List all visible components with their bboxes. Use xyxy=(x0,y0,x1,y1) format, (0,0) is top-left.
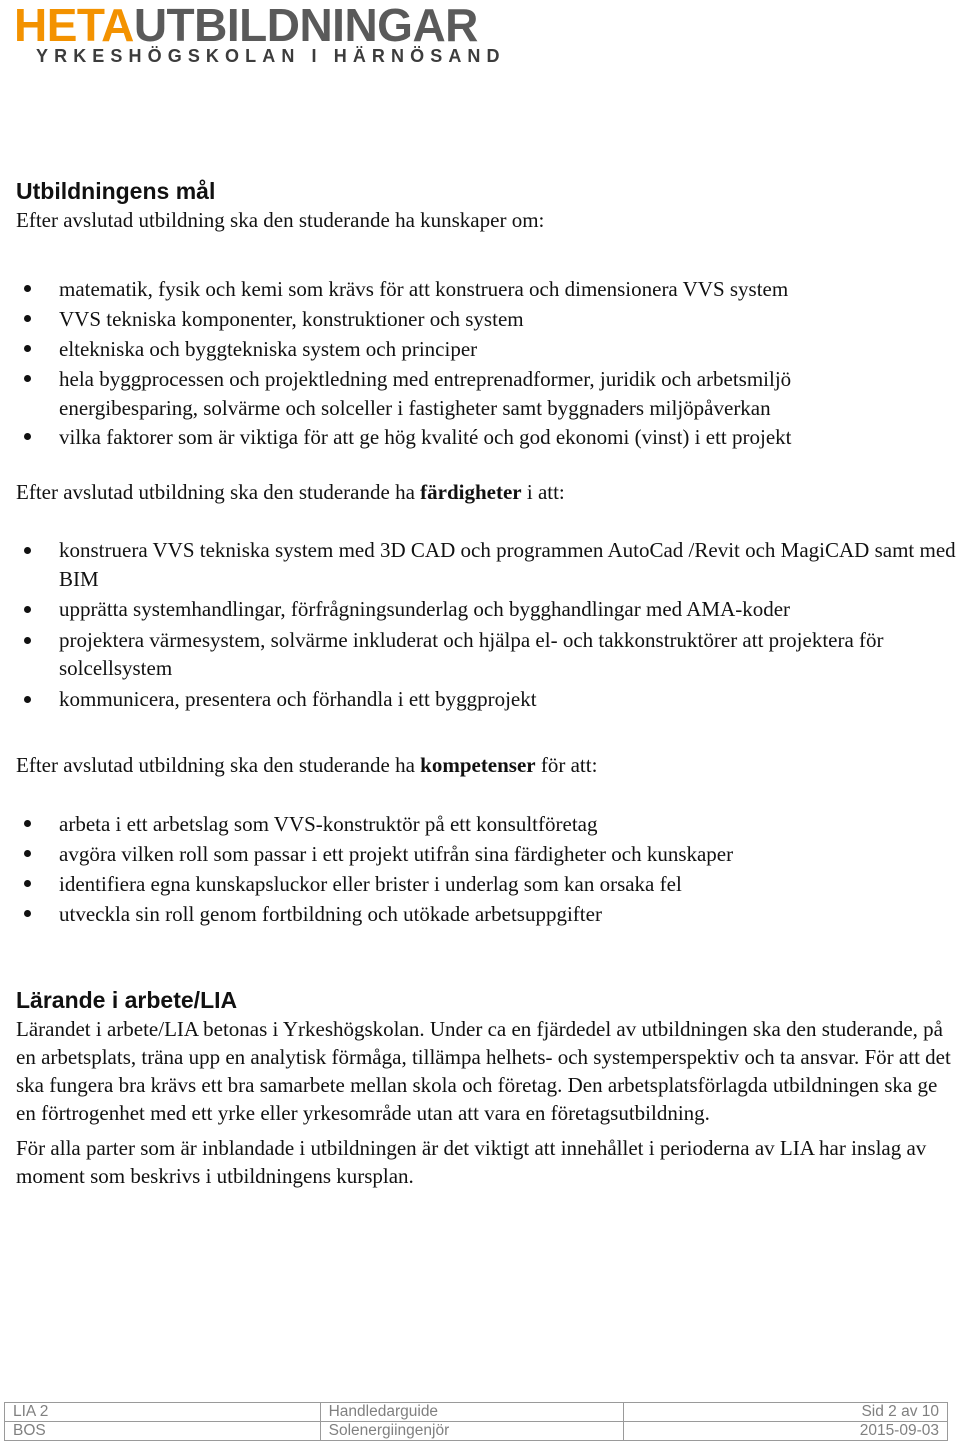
list-item: konstruera VVS tekniska system med 3D CAD och programmen AutoCad /Revit och MagiCAD samt med BIM xyxy=(16,536,960,593)
competences-intro-end: för att: xyxy=(535,753,598,777)
list-item: utveckla sin roll genom fortbildning och utökade arbetsuppgifter xyxy=(16,899,960,929)
list-item: vilka faktorer som är viktiga för att ge hög kvalité och god ekonomi (vinst) i ett projekt xyxy=(16,422,960,452)
section-heading-lia: Lärande i arbete/LIA xyxy=(16,987,238,1013)
list-item: VVS tekniska komponenter, konstruktioner och system xyxy=(16,304,960,334)
page-footer xyxy=(4,1402,948,1441)
footer-course-code: LIA 2 xyxy=(5,1403,321,1422)
footer-program-code: BOS xyxy=(5,1422,321,1441)
list-item: projektera värmesystem, solvärme inkluderat och hjälpa el- och takkonstruktörer att projektera för solcellsystem xyxy=(16,626,960,683)
list-item: matematik, fysik och kemi som krävs för att konstruera och dimensionera VVS system xyxy=(16,274,960,304)
footer-row xyxy=(5,1403,948,1422)
competences-intro xyxy=(16,751,960,779)
skills-intro-end: i att: xyxy=(521,480,565,504)
competences-intro-text: Efter avslutad utbildning ska den studerande ha xyxy=(16,753,421,777)
list-item: arbeta i ett arbetslag som VVS-konstruktör på ett konsultföretag xyxy=(16,809,960,839)
document-body xyxy=(16,176,960,1190)
section-heading-goals: Utbildningens mål xyxy=(16,178,216,204)
knowledge-intro: Efter avslutad utbildning ska den studerande ha kunskaper om: xyxy=(16,208,545,232)
logo-heta: HETA xyxy=(14,0,134,51)
competences-list xyxy=(16,809,960,929)
footer-page-number: Sid 2 av 10 xyxy=(624,1403,948,1422)
skills-intro-bold: färdigheter xyxy=(420,480,522,504)
heta-logo xyxy=(14,0,506,68)
footer-program-name: Solenergiingenjör xyxy=(320,1422,624,1441)
list-item: hela byggprocessen och projektledning med entreprenadformer, juridik och arbetsmiljö xyxy=(16,364,960,394)
lia-paragraph-1: Lärandet i arbete/LIA betonas i Yrkeshögskolan. Under ca en fjärdedel av utbildningen ska den studerande, på en arbetsplats, träna upp en analytisk förmåga, tillämpa helhets- och systemperspektiv och ta ansvar. För att det ska fungera bra krävs ett bra samarbete mellan skola och företag. Den arbetsplatsförlagda utbildningen ska ge en förtrogenhet med ett yrke eller yrkesområde utan att vara en företagsutbildning. xyxy=(16,1017,951,1125)
skills-intro-text: Efter avslutad utbildning ska den studerande ha xyxy=(16,480,421,504)
knowledge-list xyxy=(16,274,960,452)
list-item: eltekniska och byggtekniska system och principer xyxy=(16,334,960,364)
list-item: avgöra vilken roll som passar i ett projekt utifrån sina färdigheter och kunskaper xyxy=(16,839,960,869)
list-item: identifiera egna kunskapsluckor eller brister i underlag som kan orsaka fel xyxy=(16,869,960,899)
list-item: energibesparing, solvärme och solceller i fastigheter samt byggnaders miljöpåverkan xyxy=(59,396,771,420)
footer-doc-title: Handledarguide xyxy=(320,1403,624,1422)
logo-utbildningar: UTBILDNINGAR xyxy=(133,0,478,51)
skills-list xyxy=(16,536,960,713)
list-item: upprätta systemhandlingar, förfrågningsunderlag och bygghandlingar med AMA-koder xyxy=(16,595,960,624)
skills-intro xyxy=(16,478,960,506)
footer-date: 2015-09-03 xyxy=(624,1422,948,1441)
logo-wordmark xyxy=(14,0,478,51)
competences-intro-bold: kompetenser xyxy=(420,753,536,777)
lia-paragraph-2: För alla parter som är inblandade i utbildningen är det viktigt att innehållet i perioderna av LIA har inslag av moment som beskrivs i utbildningens kursplan. xyxy=(16,1136,927,1188)
logo-subtitle: YRKESHÖGSKOLAN I HÄRNÖSAND xyxy=(36,46,506,66)
list-item: kommunicera, presentera och förhandla i ett byggprojekt xyxy=(16,685,960,714)
footer-row xyxy=(5,1422,948,1441)
